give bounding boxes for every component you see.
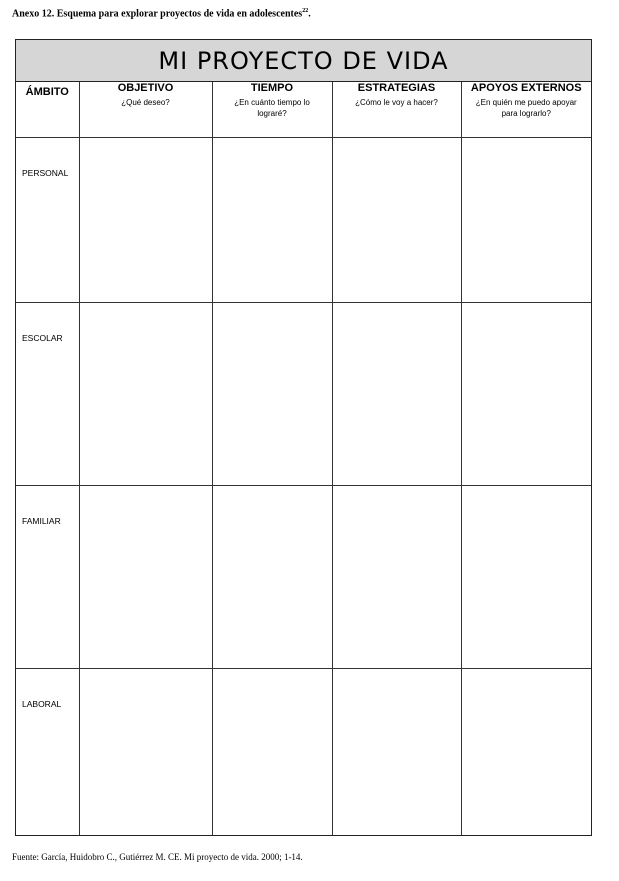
cell-familiar-objetivo[interactable] bbox=[79, 486, 212, 669]
header-tiempo-label: TIEMPO bbox=[250, 82, 294, 94]
cell-familiar-apoyos[interactable] bbox=[461, 486, 591, 669]
annex-caption-text: Anexo 12. Esquema para explorar proyectos de vida en adolescentes bbox=[12, 8, 303, 20]
header-estrategias-label: ESTRATEGIAS bbox=[357, 82, 436, 94]
cell-escolar-estrategias[interactable] bbox=[332, 303, 461, 486]
cell-escolar-objetivo[interactable] bbox=[79, 303, 212, 486]
header-estrategias-question: ¿Cómo le voy a hacer? bbox=[355, 98, 438, 107]
table-row bbox=[16, 486, 591, 669]
header-ambito bbox=[16, 82, 79, 138]
cell-familiar-estrategias[interactable] bbox=[332, 486, 461, 669]
cell-laboral-estrategias[interactable] bbox=[332, 669, 461, 835]
header-apoyos bbox=[461, 82, 591, 138]
table-row bbox=[16, 303, 591, 486]
cell-familiar-tiempo[interactable] bbox=[212, 486, 332, 669]
table-row bbox=[16, 669, 591, 835]
header-apoyos-label: APOYOS EXTERNOS bbox=[470, 82, 582, 94]
header-objetivo bbox=[79, 82, 212, 138]
row-label-laboral-text: LABORAL bbox=[22, 699, 62, 709]
row-label-familiar-text: FAMILIAR bbox=[22, 516, 61, 526]
annex-caption bbox=[12, 8, 311, 19]
header-ambito-label: ÁMBITO bbox=[25, 86, 69, 98]
source-footer: Fuente: García, Huidobro C., Gutiérrez M. CE. Mi proyecto de vida. 2000; 1-14. bbox=[12, 852, 303, 862]
header-estrategias bbox=[332, 82, 461, 138]
row-label-personal-text: PERSONAL bbox=[22, 168, 69, 178]
row-label-escolar-text: ESCOLAR bbox=[22, 333, 63, 343]
cell-laboral-tiempo[interactable] bbox=[212, 669, 332, 835]
cell-personal-tiempo[interactable] bbox=[212, 138, 332, 303]
header-objetivo-label: OBJETIVO bbox=[117, 82, 174, 94]
row-label-escolar bbox=[16, 303, 79, 486]
cell-personal-apoyos[interactable] bbox=[461, 138, 591, 303]
header-apoyos-question: ¿En quién me puedo apoyar para lograrlo? bbox=[475, 98, 577, 118]
life-project-sheet bbox=[15, 39, 592, 836]
cell-personal-estrategias[interactable] bbox=[332, 138, 461, 303]
row-label-laboral bbox=[16, 669, 79, 835]
sheet-title: MI PROYECTO DE VIDA bbox=[16, 40, 591, 82]
table-row bbox=[16, 138, 591, 303]
header-tiempo bbox=[212, 82, 332, 138]
annex-caption-end: . bbox=[308, 8, 311, 20]
header-objetivo-question: ¿Qué deseo? bbox=[121, 98, 170, 107]
table-header-row bbox=[16, 82, 591, 138]
annex-caption-ref: 22 bbox=[302, 8, 309, 14]
row-label-personal bbox=[16, 138, 79, 303]
cell-personal-objetivo[interactable] bbox=[79, 138, 212, 303]
header-tiempo-question: ¿En cuánto tiempo lo lograré? bbox=[234, 98, 310, 118]
cell-escolar-apoyos[interactable] bbox=[461, 303, 591, 486]
row-label-familiar bbox=[16, 486, 79, 669]
cell-laboral-apoyos[interactable] bbox=[461, 669, 591, 835]
cell-escolar-tiempo[interactable] bbox=[212, 303, 332, 486]
cell-laboral-objetivo[interactable] bbox=[79, 669, 212, 835]
life-project-table bbox=[16, 82, 591, 835]
